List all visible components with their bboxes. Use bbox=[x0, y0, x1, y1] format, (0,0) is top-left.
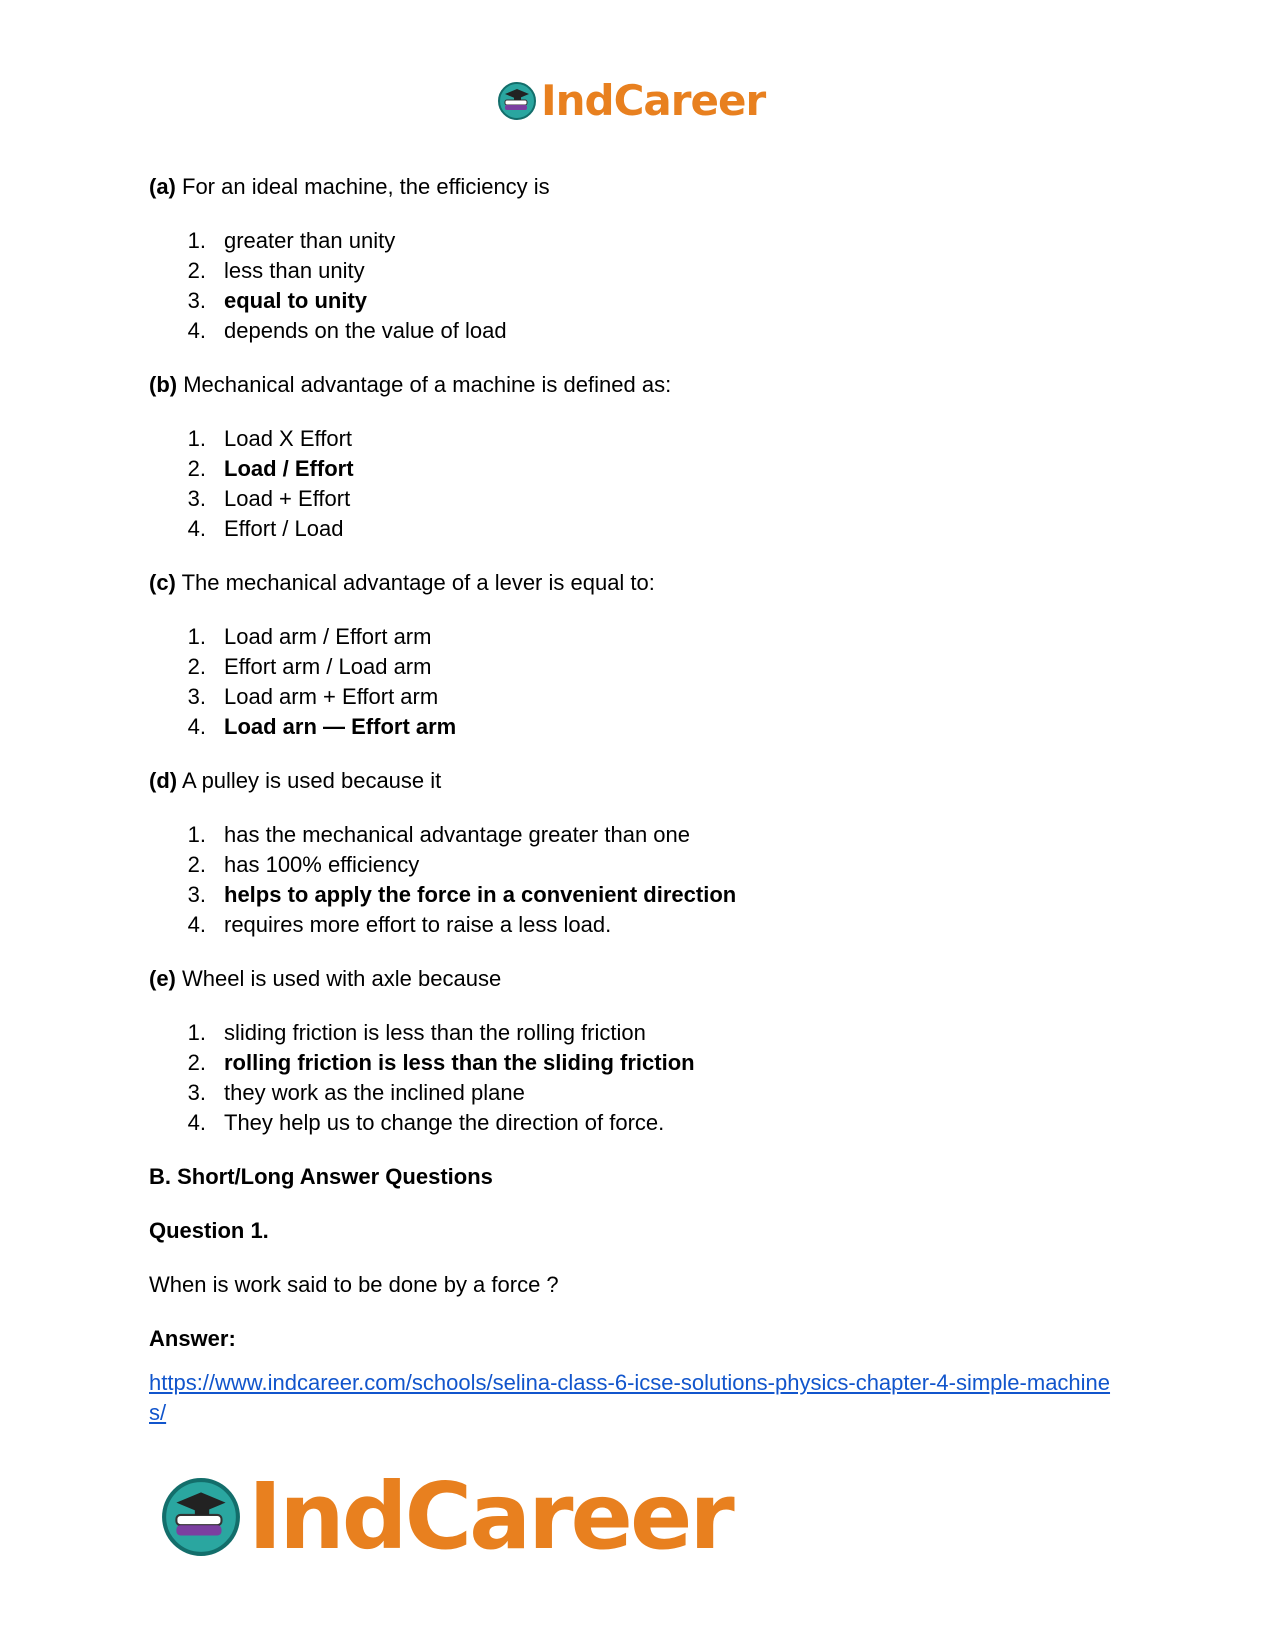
options-list-b bbox=[149, 424, 1129, 544]
answer-label: Answer: bbox=[149, 1326, 236, 1351]
option-item: 2. less than unity bbox=[149, 256, 1129, 286]
option-item: 1. sliding friction is less than the rolling friction bbox=[149, 1018, 1129, 1048]
question-block-c bbox=[149, 568, 1129, 742]
option-item-correct: 2. rolling friction is less than the sliding friction bbox=[149, 1048, 1129, 1078]
option-item: 4. They help us to change the direction of force. bbox=[149, 1108, 1129, 1138]
option-text: helps to apply the force in a convenient direction bbox=[224, 882, 737, 907]
option-text: sliding friction is less than the rolling friction bbox=[224, 1020, 646, 1045]
option-text: Effort arm / Load arm bbox=[224, 654, 432, 679]
option-item: 3. they work as the inclined plane bbox=[149, 1078, 1129, 1108]
question-block-b bbox=[149, 370, 1129, 544]
option-item: 2. Effort arm / Load arm bbox=[149, 652, 1129, 682]
option-item-correct: 2. Load / Effort bbox=[149, 454, 1129, 484]
question-text: The mechanical advantage of a lever is equal to: bbox=[175, 570, 655, 595]
question-tag: (d) bbox=[149, 768, 178, 793]
option-item: 4. depends on the value of load bbox=[149, 316, 1129, 346]
option-item-correct: 4. Load arn — Effort arm bbox=[149, 712, 1129, 742]
option-item-correct: 3. helps to apply the force in a convenient direction bbox=[149, 880, 1129, 910]
option-item: 1. greater than unity bbox=[149, 226, 1129, 256]
question-a bbox=[149, 172, 1129, 202]
graduation-book-icon bbox=[497, 81, 537, 121]
option-text: Load arm / Effort arm bbox=[224, 624, 432, 649]
options-list-c bbox=[149, 622, 1129, 742]
question-tag: (b) bbox=[149, 372, 178, 397]
option-item: 3. Load arm + Effort arm bbox=[149, 682, 1129, 712]
option-text: Effort / Load bbox=[224, 516, 344, 541]
option-item: 1. Load X Effort bbox=[149, 424, 1129, 454]
question-b bbox=[149, 370, 1129, 400]
answer-link[interactable]: https://www.indcareer.com/schools/selina-class-6-icse-solutions-physics-chapter-4-simple-machines/ bbox=[149, 1370, 1111, 1425]
option-text: equal to unity bbox=[224, 288, 367, 313]
option-text: less than unity bbox=[224, 258, 365, 283]
question-label: Question 1. bbox=[149, 1218, 269, 1243]
option-text: Load + Effort bbox=[224, 486, 351, 511]
option-text: They help us to change the direction of force. bbox=[224, 1110, 665, 1135]
option-text: Load / Effort bbox=[224, 456, 354, 481]
question-tag: (a) bbox=[149, 174, 176, 199]
brand-logo-header bbox=[497, 76, 765, 125]
question-block-d bbox=[149, 766, 1129, 940]
option-text: requires more effort to raise a less load. bbox=[224, 912, 612, 937]
question-c bbox=[149, 568, 1129, 598]
option-item: 1. Load arm / Effort arm bbox=[149, 622, 1129, 652]
options-list-e bbox=[149, 1018, 1129, 1138]
graduation-book-icon bbox=[160, 1476, 242, 1558]
option-text: Load X Effort bbox=[224, 426, 353, 451]
option-text: depends on the value of load bbox=[224, 318, 507, 343]
question-tag: (c) bbox=[149, 570, 176, 595]
option-item: 4. requires more effort to raise a less load. bbox=[149, 910, 1129, 940]
question-block-e bbox=[149, 964, 1129, 1138]
option-text: Load arn — Effort arm bbox=[224, 714, 457, 739]
question-tag: (e) bbox=[149, 966, 176, 991]
options-list-d bbox=[149, 820, 1129, 940]
section-heading: B. Short/Long Answer Questions bbox=[149, 1164, 493, 1189]
question-text: For an ideal machine, the efficiency is bbox=[175, 174, 550, 199]
brand-wordmark: IndCareer bbox=[541, 76, 766, 125]
question-text: Wheel is used with axle because bbox=[175, 966, 502, 991]
option-text: greater than unity bbox=[224, 228, 396, 253]
question-e bbox=[149, 964, 1129, 994]
brand-wordmark: IndCareer bbox=[248, 1463, 732, 1570]
option-item: 4. Effort / Load bbox=[149, 514, 1129, 544]
option-text: has 100% efficiency bbox=[224, 852, 420, 877]
question-block-a bbox=[149, 172, 1129, 346]
option-text: they work as the inclined plane bbox=[224, 1080, 525, 1105]
option-text: has the mechanical advantage greater than one bbox=[224, 822, 690, 847]
option-item: 2. has 100% efficiency bbox=[149, 850, 1129, 880]
question-text: A pulley is used because it bbox=[177, 768, 442, 793]
option-item: 3. Load + Effort bbox=[149, 484, 1129, 514]
question-text: Mechanical advantage of a machine is defined as: bbox=[177, 372, 672, 397]
document-body bbox=[149, 172, 1129, 1428]
question-d bbox=[149, 766, 1129, 796]
option-text: rolling friction is less than the sliding friction bbox=[224, 1050, 695, 1075]
question-text: When is work said to be done by a force ? bbox=[149, 1272, 559, 1297]
brand-logo-footer bbox=[160, 1463, 732, 1570]
options-list-a bbox=[149, 226, 1129, 346]
option-item-correct: 3. equal to unity bbox=[149, 286, 1129, 316]
option-item: 1. has the mechanical advantage greater than one bbox=[149, 820, 1129, 850]
option-text: Load arm + Effort arm bbox=[224, 684, 439, 709]
